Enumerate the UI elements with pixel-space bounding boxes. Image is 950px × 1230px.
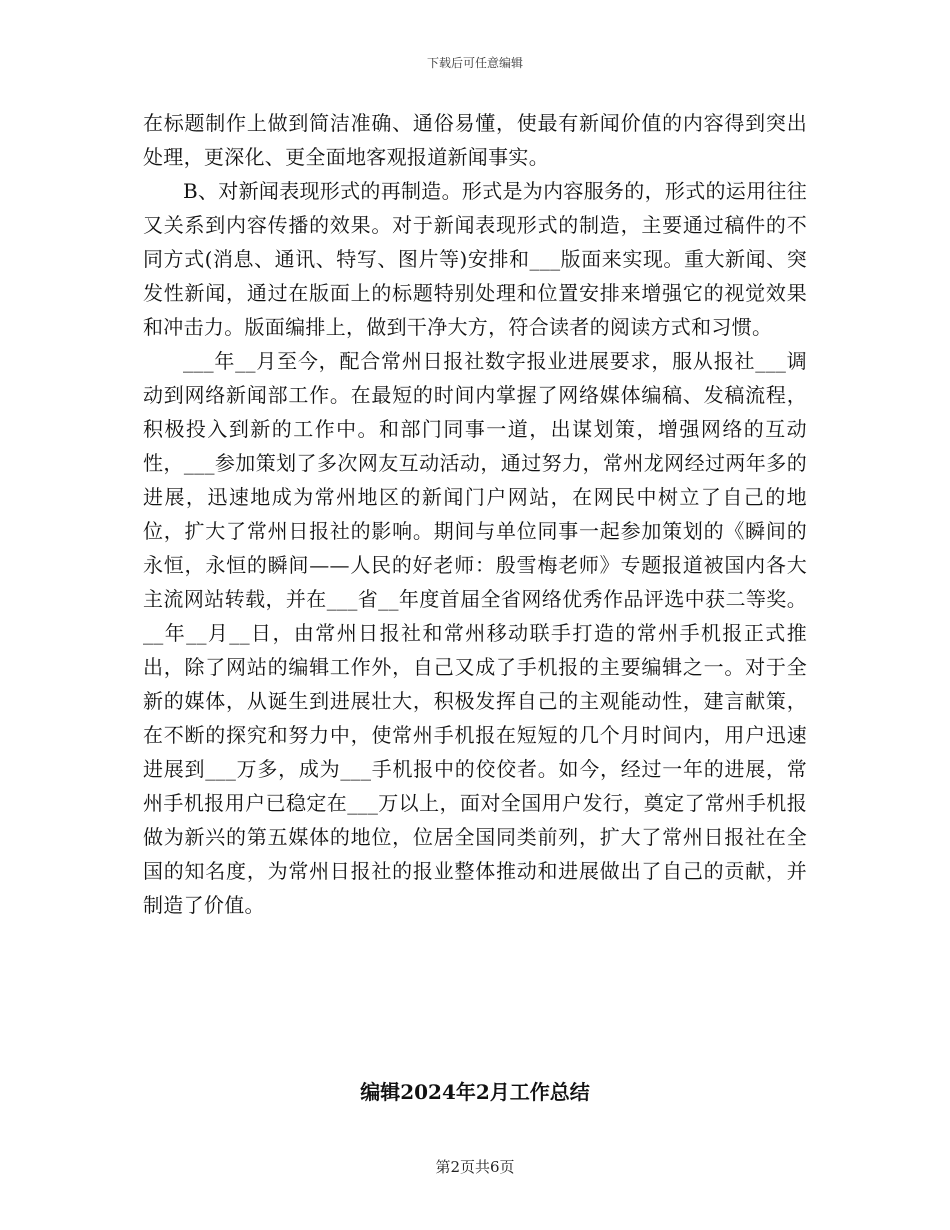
- paragraph-3: ___年__月至今，配合常州日报社数字报业进展要求，服从报社___调动到网络新闻部工作。在最短的时间内掌握了网络媒体编稿、发稿流程，积极投入到新的工作中。和部门同事一道，出谋划策，增强网络的互动性，___参加策划了多次网友互动活动，通过努力，常州龙网经过两年多的进展，迅速地成为常州地区的新闻门户网站，在网民中树立了自己的地位，扩大了常州日报社的影响。期间与单位同事一起参加策划的《瞬间的永恒，永恒的瞬间——人民的好老师：殷雪梅老师》专题报道被国内各大主流网站转载，并在___省__年度首届全省网络优秀作品评选中获二等奖。__年__月__日，由常州日报社和常州移动联手打造的常州手机报正式推出，除了网站的编辑工作外，自己又成了手机报的主要编辑之一。对于全新的媒体，从诞生到进展壮大，积极发挥自己的主观能动性，建言献策，在不断的探究和努力中，使常州手机报在短短的几个月时间内，用户迅速进展到___万多，成为___手机报中的佼佼者。如今，经过一年的进展，常州手机报用户已稳定在___万以上，面对全国用户发行，奠定了常州手机报做为新兴的第五媒体的地位，位居全国同类前列，扩大了常州日报社在全国的知名度，为常州日报社的报业整体推动和进展做出了自己的贡献，并制造了价值。: [143, 349, 807, 917]
- paragraph-2: B、对新闻表现形式的再制造。形式是为内容服务的，形式的运用往往又关系到内容传播的效果。对于新闻表现形式的制造，主要通过稿件的不同方式(消息、通讯、特写、图片等)安排和___版面来实现。重大新闻、突发性新闻，通过在版面上的标题特别处理和位置安排来增强它的视觉效果和冲击力。版面编排上，做到干净大方，符合读者的阅读方式和习惯。: [143, 179, 807, 339]
- page-footer: 第2页共6页: [435, 1158, 515, 1176]
- section-title: 编辑2024年2月工作总结: [360, 1080, 590, 1104]
- document-body: [143, 106, 807, 922]
- paragraph-1: 在标题制作上做到简洁准确、通俗易懂，使最有新闻价值的内容得到突出处理，更深化、更全面地客观报道新闻事实。: [143, 111, 807, 169]
- page-header: 下载后可任意编辑: [426, 56, 523, 70]
